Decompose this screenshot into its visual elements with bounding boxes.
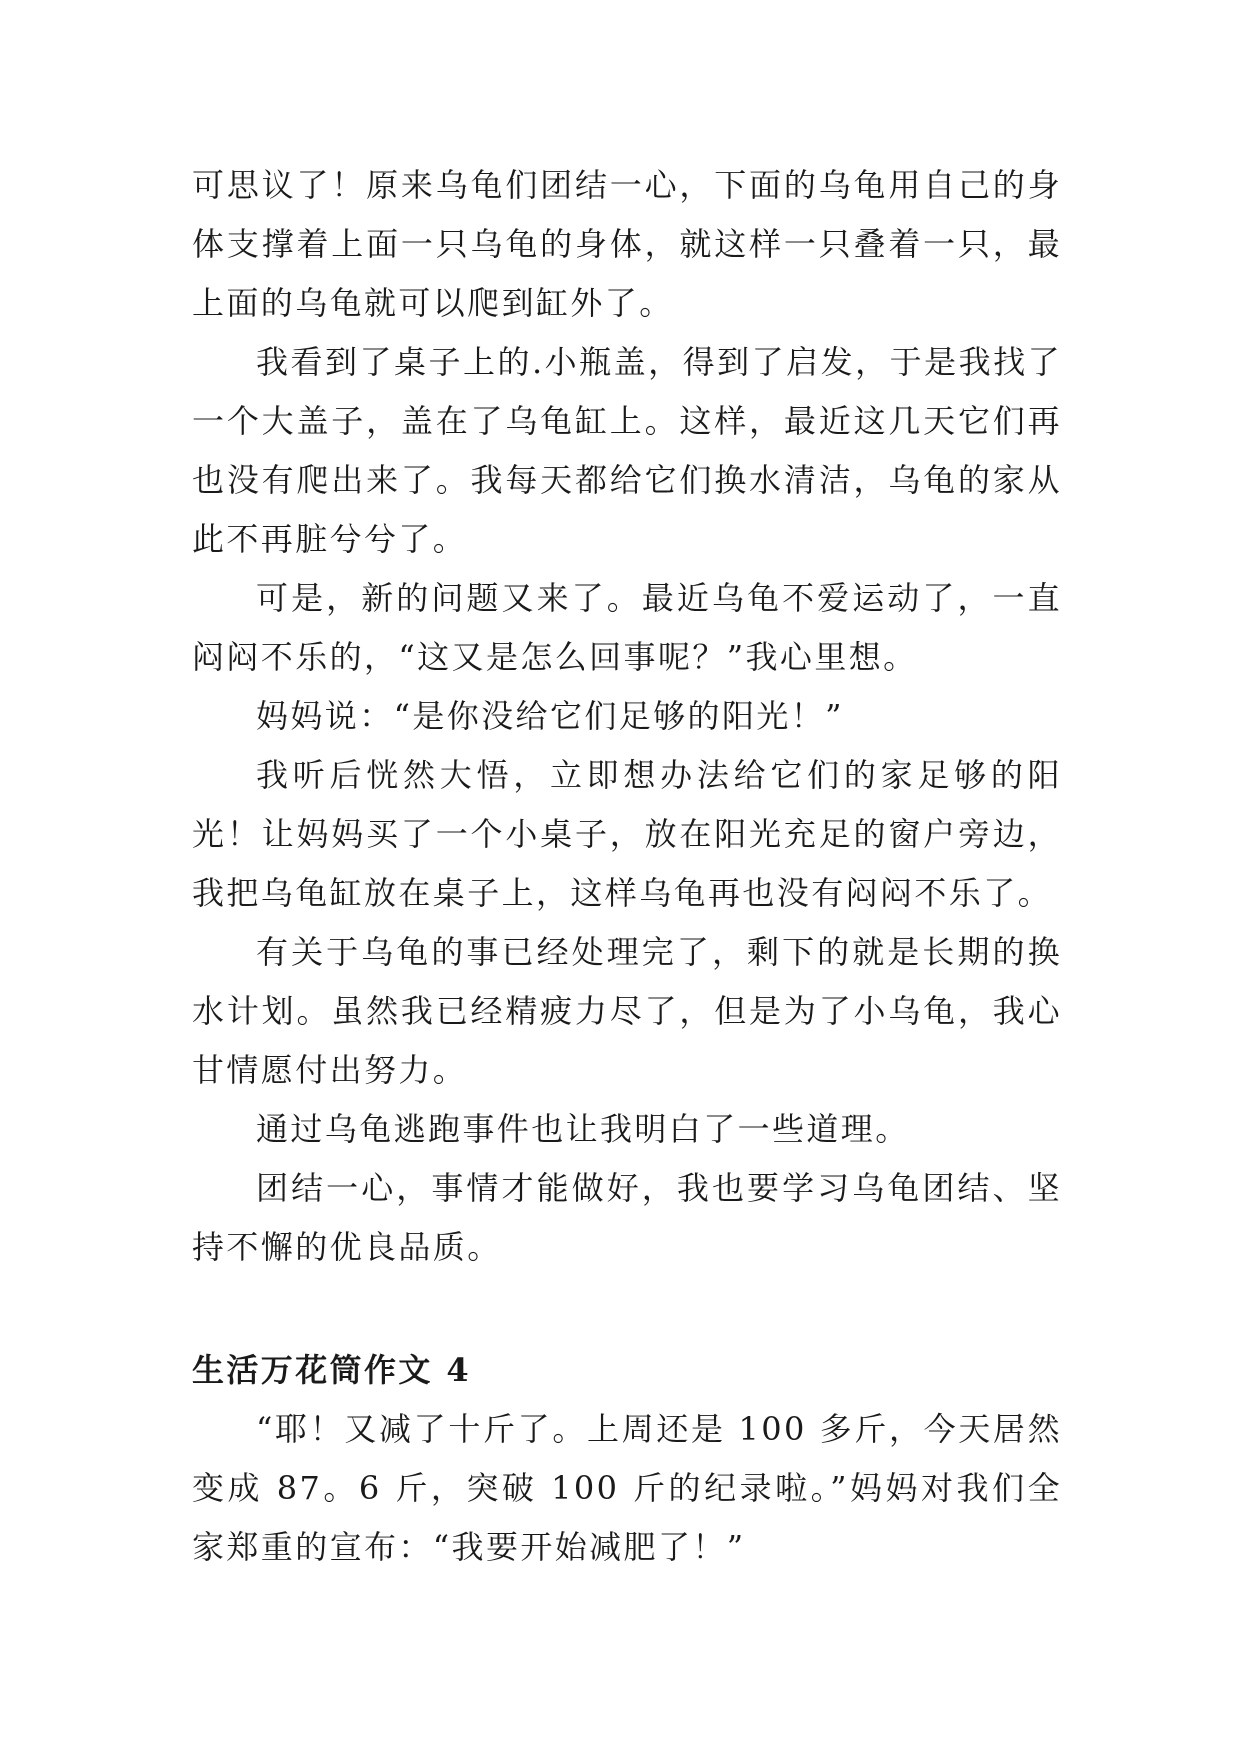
paragraph: 妈妈说：“是你没给它们足够的阳光！” [256,697,844,735]
paragraph: “耶！又减了十斤了。上周还是 100 多斤，今天居然变成 87。6 斤，突破 100 斤的纪录啦。”妈妈对我们全家郑重的宣布：“我要开始减肥了！” [192,1410,1062,1566]
paragraph: 我听后恍然大悟，立即想办法给它们的家足够的阳光！让妈妈买了一个小桌子，放在阳光充足的窗户旁边，我把乌龟缸放在桌子上，这样乌龟再也没有闷闷不乐了。 [192,756,1062,912]
paragraph: 有关于乌龟的事已经处理完了，剩下的就是长期的换水计划。虽然我已经精疲力尽了，但是为了小乌龟，我心甘情愿付出努力。 [192,933,1062,1089]
paragraph: 通过乌龟逃跑事件也让我明白了一些道理。 [256,1110,910,1148]
document-page [192,156,1062,1577]
paragraph: 我看到了桌子上的.小瓶盖，得到了启发，于是我找了一个大盖子，盖在了乌龟缸上。这样，最近这几天它们再也没有爬出来了。我每天都给它们换水清洁，乌龟的家从此不再脏兮兮了。 [192,343,1062,558]
paragraph: 可是，新的问题又来了。最近乌龟不爱运动了，一直闷闷不乐的，“这又是怎么回事呢？”我心里想。 [192,579,1062,676]
paragraph: 团结一心，事情才能做好，我也要学习乌龟团结、坚持不懈的优良品质。 [192,1169,1062,1266]
section-title: 生活万花筒作文 4 [192,1351,472,1389]
paragraph: 可思议了！原来乌龟们团结一心，下面的乌龟用自己的身体支撑着上面一只乌龟的身体，就这样一只叠着一只，最上面的乌龟就可以爬到缸外了。 [192,166,1062,322]
